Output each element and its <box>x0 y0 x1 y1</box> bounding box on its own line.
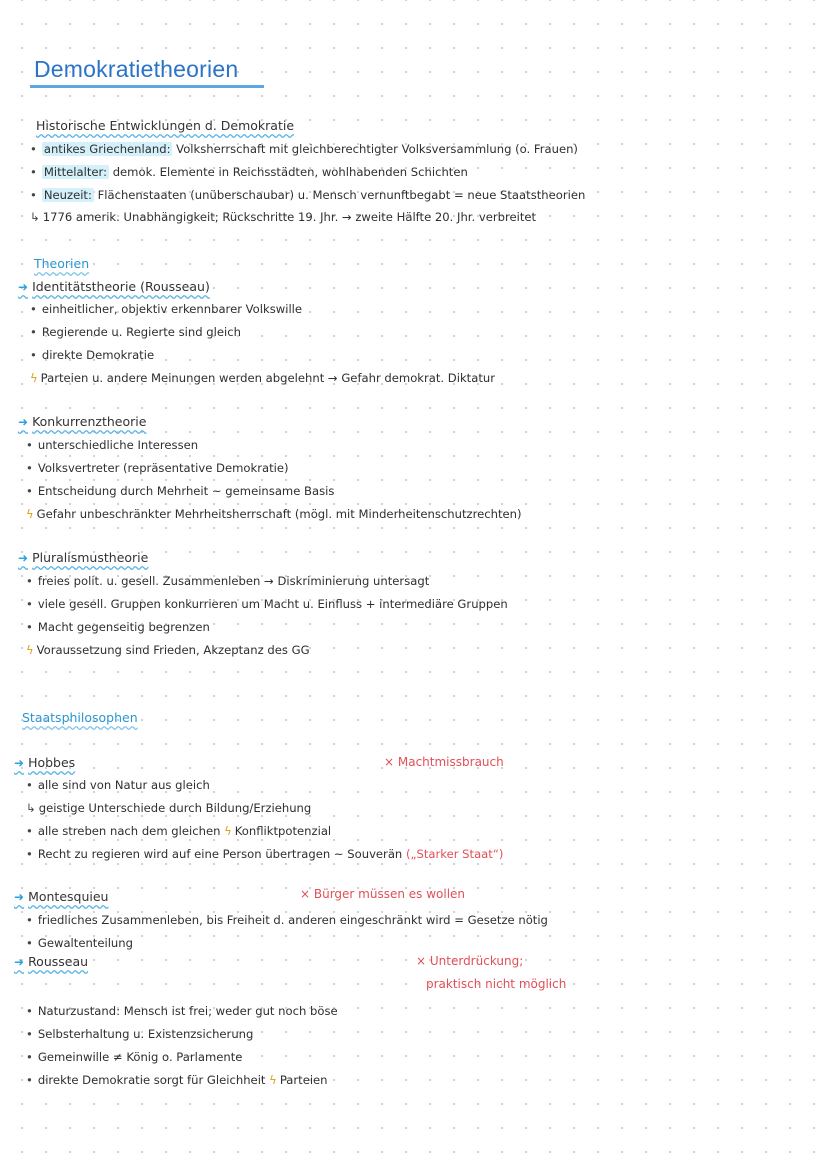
theorien-heading: Theorien <box>34 256 90 271</box>
hobbes-line-2: ↳ geistige Unterschiede durch Bildung/Erziehung <box>26 801 312 815</box>
hobbes-line-3: • alle streben nach dem gleichen ϟ Konfliktpotenzial <box>26 824 332 838</box>
konkurrenz-line-2: • Volksvertreter (repräsentative Demokratie) <box>26 461 289 475</box>
bullet-icon: • <box>26 1050 33 1064</box>
konkurrenz-line-1: • unterschiedliche Interessen <box>26 438 199 452</box>
konkurrenz-line-3: • Entscheidung durch Mehrheit ~ gemeinsame Basis <box>26 484 335 498</box>
bullet-icon: • <box>26 1027 33 1041</box>
historisch-line-2: • Mittelalter: demok. Elemente in Reichsstädten, wohlhabenden Schichten <box>30 165 468 179</box>
bullet-icon: • <box>26 597 33 611</box>
arrow-right-icon: ➜ <box>14 890 25 904</box>
arrow-right-icon: ➜ <box>18 415 29 429</box>
bullet-icon: • <box>26 1004 33 1018</box>
montesquieu-line-2: • Gewaltenteilung <box>26 936 133 950</box>
bullet-icon: • <box>26 484 33 498</box>
pluralismus-title: ➜ Pluralismustheorie <box>18 550 149 565</box>
return-arrow-icon: ↳ <box>26 801 36 815</box>
montesquieu-critique: × Bürger müssen es wollen <box>300 887 466 901</box>
bullet-icon: • <box>26 620 33 634</box>
hobbes-critique: × Machtmissbrauch <box>384 755 504 769</box>
pluralismus-line-4: ϟ Voraussetzung sind Frieden, Akzeptanz des GG <box>26 643 310 657</box>
page-title: Demokratietheorien <box>34 56 239 82</box>
rousseau-line-3: • Gemeinwille ≠ König o. Parlamente <box>26 1050 243 1064</box>
philosophen-heading: Staatsphilosophen <box>22 710 138 725</box>
rousseau-line-1: • Naturzustand: Mensch ist frei; weder gut noch böse <box>26 1004 338 1018</box>
pluralismus-line-3: • Macht gegenseitig begrenzen <box>26 620 210 634</box>
bullet-icon: • <box>30 302 37 316</box>
identitaet-title: ➜ Identitätstheorie (Rousseau) <box>18 279 210 294</box>
identitaet-line-1: • einheitlicher, objektiv erkennbarer Volkswille <box>30 302 303 316</box>
historisch-line-3: • Neuzeit: Flächenstaaten (unüberschaubar) u. Mensch vernunftbegabt = neue Staatstheorien <box>30 188 586 202</box>
rousseau-critique-2: praktisch nicht möglich <box>426 977 567 991</box>
bullet-icon: • <box>26 824 33 838</box>
identitaet-line-3: • direkte Demokratie <box>30 348 155 362</box>
bullet-icon: • <box>30 325 37 339</box>
rousseau-line-4: • direkte Demokratie sorgt für Gleichheit ϟ Parteien <box>26 1073 328 1087</box>
identitaet-line-4: ϟ Parteien u. andere Meinungen werden abgelehnt → Gefahr demokrat. Diktatur <box>30 371 495 385</box>
montesquieu-line-1: • friedliches Zusammenleben, bis Freiheit d. anderen eingeschränkt wird = Gesetze nötig <box>26 913 548 927</box>
pluralismus-line-1: • freies polit. u. gesell. Zusammenleben → Diskriminierung untersagt <box>26 574 430 588</box>
bullet-icon: • <box>26 574 33 588</box>
bullet-icon: • <box>26 438 33 452</box>
pluralismus-line-2: • viele gesell. Gruppen konkurrieren um Macht u. Einfluss + intermediäre Gruppen <box>26 597 508 611</box>
hobbes-title: ➜ Hobbes <box>14 755 76 770</box>
bullet-icon: • <box>26 913 33 927</box>
arrow-right-icon: ➜ <box>14 756 25 770</box>
bullet-icon: • <box>30 188 37 202</box>
bullet-icon: • <box>26 778 33 792</box>
bullet-icon: • <box>26 847 33 861</box>
historisch-line-4: ↳ 1776 amerik. Unabhängigkeit; Rückschritte 19. Jhr. → zweite Hälfte 20. Jhr. verbreitet <box>30 210 537 224</box>
lightning-icon: ϟ <box>26 507 34 521</box>
hobbes-line-4: • Recht zu regieren wird auf eine Person übertragen ~ Souverän („Starker Staat“) <box>26 847 504 861</box>
historisch-line-1: • antikes Griechenland: Volksherrschaft mit gleichberechtigter Volksversammlung (o. Frauen) <box>30 142 578 156</box>
konkurrenz-line-4: ϟ Gefahr unbeschränkter Mehrheitsherrschaft (mögl. mit Minderheitenschutzrechten) <box>26 507 522 521</box>
title-underline <box>30 85 264 88</box>
identitaet-line-2: • Regierende u. Regierte sind gleich <box>30 325 241 339</box>
rousseau-title: ➜ Rousseau <box>14 954 89 969</box>
rousseau-critique-1: × Unterdrückung; <box>416 954 524 968</box>
konkurrenz-title: ➜ Konkurrenztheorie <box>18 414 147 429</box>
bullet-icon: • <box>26 1073 33 1087</box>
lightning-icon: ϟ <box>26 643 34 657</box>
montesquieu-title: ➜ Montesquieu <box>14 889 109 904</box>
return-arrow-icon: ↳ <box>30 210 40 224</box>
lightning-icon: ϟ <box>224 824 232 838</box>
historisch-heading: Historische Entwicklungen d. Demokratie <box>36 118 295 133</box>
bullet-icon: • <box>26 936 33 950</box>
hobbes-line-1: • alle sind von Natur aus gleich <box>26 778 210 792</box>
bullet-icon: • <box>30 348 37 362</box>
arrow-right-icon: ➜ <box>14 955 25 969</box>
bullet-icon: • <box>30 165 37 179</box>
rousseau-line-2: • Selbsterhaltung u. Existenzsicherung <box>26 1027 254 1041</box>
lightning-icon: ϟ <box>269 1073 277 1087</box>
bullet-icon: • <box>30 142 37 156</box>
arrow-right-icon: ➜ <box>18 280 29 294</box>
arrow-right-icon: ➜ <box>18 551 29 565</box>
bullet-icon: • <box>26 461 33 475</box>
lightning-icon: ϟ <box>30 371 38 385</box>
